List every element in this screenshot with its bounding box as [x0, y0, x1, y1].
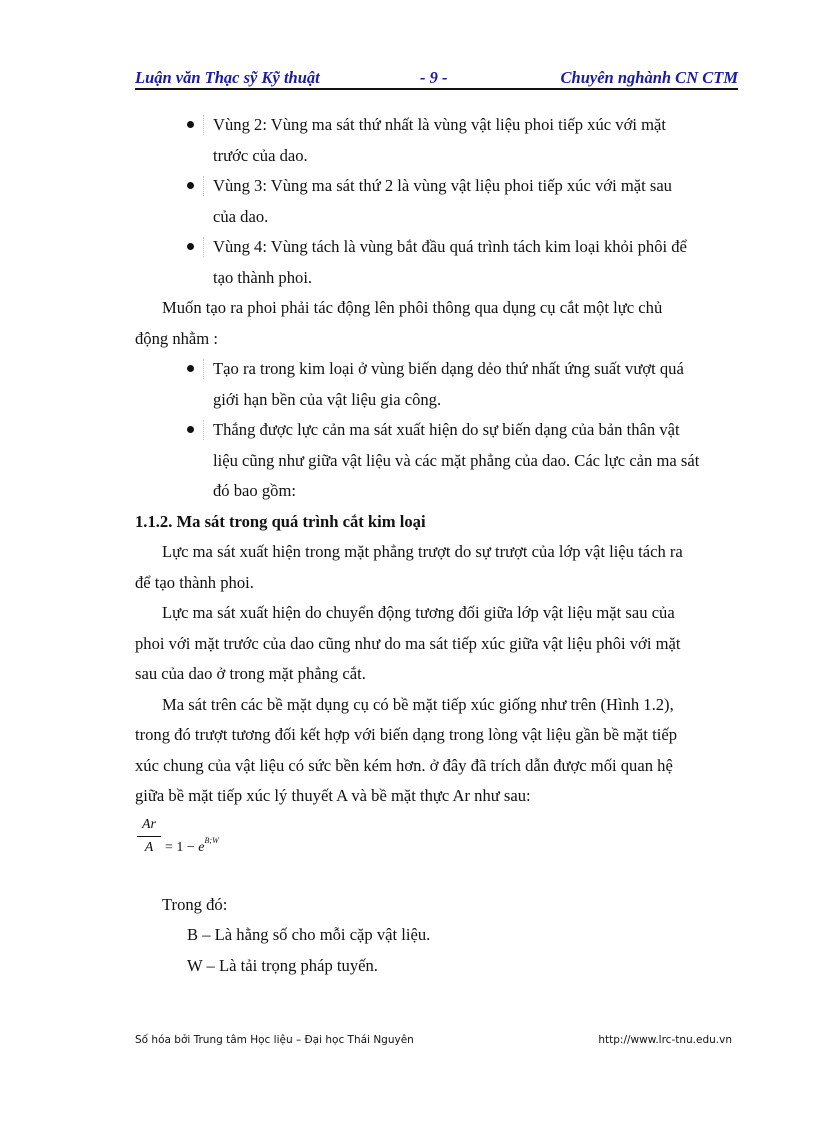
bullet-icon: [187, 426, 194, 433]
bullet-line: Vùng 3: Vùng ma sát thứ 2 là vùng vật liệu phoi tiếp xúc với mặt sau: [213, 176, 672, 195]
paragraph-line: sau của dao ở trong mặt phẳng cắt.: [135, 664, 366, 683]
header-divider: [135, 88, 738, 90]
equation-base: e: [198, 839, 205, 855]
paragraph-line: Muốn tạo ra phoi phải tác động lên phôi thông qua dụng cụ cắt một lực chủ: [162, 298, 663, 317]
equation-exponent: B;W: [204, 835, 219, 845]
header-page-number: - 9 -: [420, 68, 448, 87]
page-header: [135, 66, 738, 88]
bullet-line: tạo thành phoi.: [213, 267, 313, 287]
paragraph-line: xúc chung của vật liệu có sức bền kém hơn. ở đây đã trích dẫn được mối quan hệ: [135, 755, 673, 775]
equation-rhs-prefix: = 1 −: [165, 839, 199, 855]
equation-denominator: A: [144, 839, 154, 855]
text-cursor-mark: [203, 420, 209, 440]
equation-fraction: [137, 816, 161, 857]
bullet-line: trước của dao.: [213, 145, 308, 165]
paragraph-line: Ma sát trên các bề mặt dụng cụ có bề mặt tiếp xúc giống như trên (Hình 1.2),: [162, 694, 674, 714]
bullet-line: Tạo ra trong kim loại ở vùng biến dạng dẻo thứ nhất ứng suất vượt quá: [213, 359, 684, 378]
bullet-item-zone-2: [135, 110, 738, 171]
bullet-item-aim-1: [135, 354, 738, 415]
equation-rhs: [165, 826, 219, 864]
text-cursor-mark: [203, 115, 209, 135]
page-body: [135, 110, 738, 981]
page-footer: [135, 1034, 738, 1050]
definition-item: W – Là tải trọng pháp tuyến.: [187, 955, 378, 975]
text-cursor-mark: [203, 176, 209, 196]
bullet-line: Vùng 2: Vùng ma sát thứ nhất là vùng vật liệu phoi tiếp xúc với mặt: [213, 115, 666, 134]
footer-credit: Số hóa bởi Trung tâm Học liệu – Đại học Thái Nguyên: [135, 1034, 414, 1046]
paragraph-line: Lực ma sát xuất hiện do chuyển động tương đối giữa lớp vật liệu mặt sau của: [162, 603, 675, 622]
definition-item: B – Là hằng số cho mỗi cặp vật liệu.: [187, 925, 431, 944]
paragraph-line: để tạo thành phoi.: [135, 572, 254, 592]
text-cursor-mark: [203, 237, 209, 257]
bullet-icon: [187, 121, 194, 128]
header-specialization: Chuyên nghành CN CTM: [560, 68, 738, 87]
bullet-item-zone-3: [135, 171, 738, 232]
bullet-icon: [187, 365, 194, 372]
bullet-line: liệu cũng như giữa vật liệu và các mặt phẳng của dao. Các lực cản ma sát: [213, 450, 700, 470]
paragraph-line: phoi với mặt trước của dao cũng như do ma sát tiếp xúc giữa vật liệu phôi với mặt: [135, 633, 681, 653]
paragraph-line: Lực ma sát xuất hiện trong mặt phẳng trượt do sự trượt của lớp vật liệu tách ra: [162, 542, 683, 561]
equation-numerator: Ar: [142, 816, 156, 832]
section-heading: 1.1.2. Ma sát trong quá trình cắt kim loại: [135, 511, 426, 531]
bullet-icon: [187, 182, 194, 189]
equation: [135, 816, 738, 866]
paragraph-line: trong đó trượt tương đối kết hợp với biến dạng trong lòng vật liệu gần bề mặt tiếp: [135, 725, 678, 744]
fraction-bar: [137, 836, 161, 837]
bullet-line: của dao.: [213, 206, 269, 226]
bullet-line: đó bao gồm:: [213, 481, 296, 500]
bullet-line: Thắng được lực cản ma sát xuất hiện do sự biến dạng của bản thân vật: [213, 420, 680, 439]
header-thesis-title: Luận văn Thạc sỹ Kỹ thuật: [135, 68, 320, 87]
bullet-item-aim-2: [135, 415, 738, 507]
bullet-line: giới hạn bền của vật liệu gia công.: [213, 389, 442, 409]
bullet-item-zone-4: [135, 232, 738, 293]
footer-url: http://www.lrc-tnu.edu.vn: [598, 1034, 732, 1046]
paragraph-line: giữa bề mặt tiếp xúc lý thuyết A và bề mặt thực Ar như sau:: [135, 786, 531, 805]
where-label: Trong đó:: [162, 894, 228, 914]
text-cursor-mark: [203, 359, 209, 379]
bullet-line: Vùng 4: Vùng tách là vùng bắt đầu quá trình tách kim loại khỏi phôi để: [213, 237, 687, 256]
paragraph-line: động nhằm :: [135, 328, 218, 348]
bullet-icon: [187, 243, 194, 250]
